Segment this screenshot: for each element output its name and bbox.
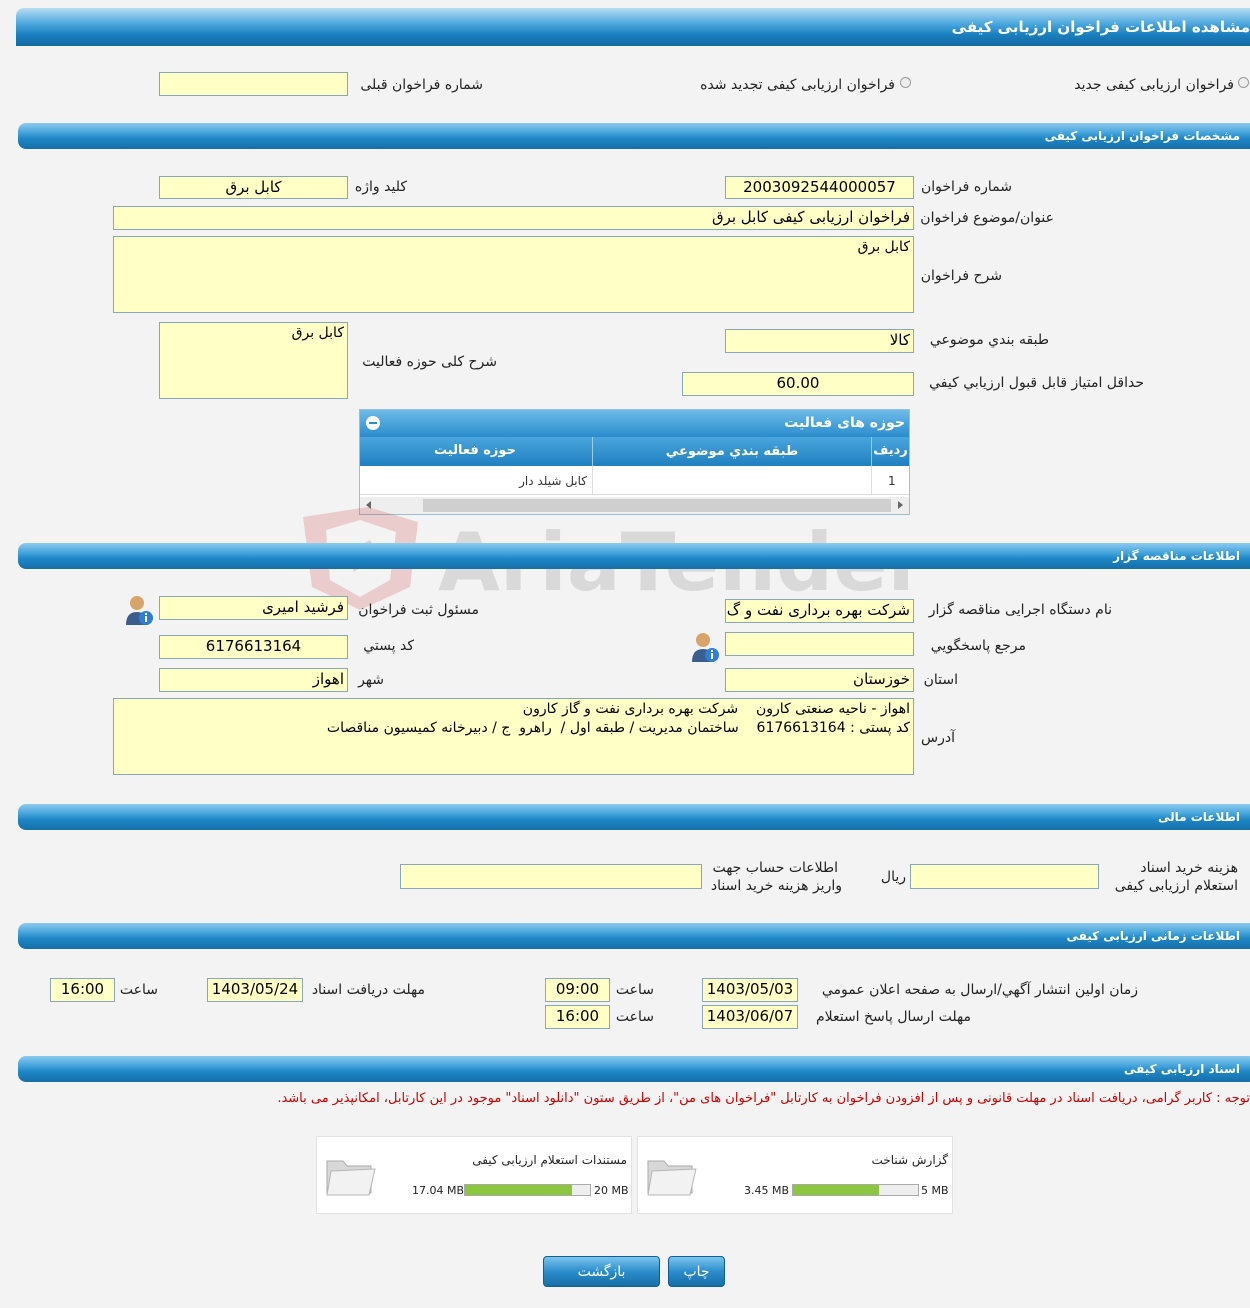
prev-number-field[interactable] — [159, 72, 348, 96]
activity-grid-columns — [360, 437, 909, 466]
province-label: استان — [923, 672, 958, 688]
city-field[interactable]: اهواز — [159, 668, 348, 692]
min-score-label: حداقل امتياز قابل قبول ارزيابي کيفي — [929, 375, 1144, 391]
folder-icon — [323, 1151, 377, 1199]
documents-header: اسناد ارزیابی کیفی — [18, 1056, 1250, 1082]
category-field[interactable]: کالا — [725, 329, 914, 353]
postal-label: کد پستي — [363, 638, 414, 654]
print-button[interactable]: چاپ — [668, 1256, 725, 1287]
reply-time-label: ساعت — [615, 1009, 654, 1025]
document-progress-fill — [465, 1185, 572, 1195]
financial-header: اطلاعات مالی — [18, 804, 1250, 830]
keyword-field[interactable]: کابل برق — [159, 176, 348, 199]
prev-number-label: شماره فراخوان قبلی — [360, 77, 483, 93]
fee-field[interactable] — [910, 864, 1099, 889]
cell-category — [592, 466, 872, 494]
collapse-icon[interactable] — [366, 416, 380, 430]
organizer-header: اطلاعات مناقصه گزار — [18, 543, 1250, 569]
document-total-size: 20 MB — [594, 1184, 629, 1197]
postal-field[interactable]: 6176613164 — [159, 635, 348, 659]
keyword-label: کلید واژه — [354, 179, 407, 195]
reference-info-icon[interactable] — [690, 631, 720, 663]
col-category[interactable]: طبقه بندي موضوعي — [592, 437, 872, 466]
number-label: شماره فراخوان — [921, 179, 1012, 195]
receive-time-field[interactable]: 16:00 — [50, 978, 115, 1002]
subject-label: عنوان/موضوع فراخوان — [920, 210, 1054, 226]
document-card[interactable] — [637, 1136, 953, 1214]
fee-label-2: استعلام ارزیابی کیفی — [1114, 878, 1238, 894]
subject-field[interactable]: فراخوان ارزیابی کیفی کابل برق — [113, 206, 914, 230]
radio-renewed-label: فراخوان ارزیابی کیفی تجدید شده — [700, 77, 895, 93]
cell-activity: کابل شیلد دار — [519, 474, 587, 488]
document-progress — [792, 1184, 919, 1196]
account-label-2: واریز هزینه خرید اسناد — [710, 878, 842, 894]
radio-new[interactable] — [1238, 77, 1249, 88]
description-label: شرح فراخوان — [920, 268, 1002, 284]
reply-time-field[interactable]: 16:00 — [545, 1005, 610, 1029]
document-total-size: 5 MB — [921, 1184, 949, 1197]
org-label: نام دستگاه اجرایی مناقصه گزار — [928, 602, 1112, 618]
receive-label: مهلت دریافت اسناد — [311, 982, 425, 998]
account-label-1: اطلاعات حساب جهت — [712, 860, 838, 876]
org-field[interactable]: شرکت بهره برداری نفت و گ — [725, 599, 914, 623]
radio-new-label: فراخوان ارزیابی کیفی جدید — [1074, 77, 1234, 93]
col-activity[interactable]: حوزه فعاليت — [434, 443, 516, 458]
timing-header: اطلاعات زمانی ارزیابی کیفی — [18, 923, 1250, 949]
cell-row: 1 — [888, 474, 896, 488]
table-row[interactable] — [360, 466, 909, 495]
fee-label-1: هزینه خرید اسناد — [1140, 860, 1238, 876]
reply-label: مهلت ارسال پاسخ استعلام — [815, 1009, 971, 1025]
page-title-bar — [16, 8, 1250, 46]
publish-label: زمان اولین انتشار آگهي/ارسال به صفحه اعلان عمومي — [821, 982, 1138, 998]
reference-label: مرجع پاسخگويي — [930, 638, 1026, 654]
publish-time-field[interactable]: 09:00 — [545, 978, 610, 1002]
number-field[interactable]: 2003092544000057 — [725, 176, 914, 199]
responsible-label: مسئول ثبت فراخوان — [358, 602, 479, 618]
col-row[interactable]: رديف — [873, 443, 908, 458]
document-used-size: 3.45 MB — [744, 1184, 790, 1197]
receive-date-field[interactable]: 1403/05/24 — [207, 978, 303, 1002]
user-info-icon[interactable] — [124, 594, 154, 626]
province-field[interactable]: خوزستان — [725, 668, 914, 692]
document-name: مستندات استعلام ارزیابی کیفی — [472, 1153, 627, 1167]
min-score-field[interactable]: 60.00 — [682, 372, 914, 396]
reply-date-field[interactable]: 1403/06/07 — [702, 1005, 798, 1029]
activity-grid-header: حوزه های فعالیت — [360, 410, 909, 437]
account-field[interactable] — [400, 864, 702, 889]
documents-notice: توجه : کاربر گرامی، دریافت اسناد در مهلت قانونی و پس از افزودن فراخوان به کارتابل "فراخوان های من"، از طریق ستون "دانلود اسناد" موجود در این کارتابل، امکانپذیر می باشد. — [277, 1091, 1250, 1106]
description-field[interactable]: کابل برق — [113, 236, 914, 313]
radio-renewed[interactable] — [900, 77, 911, 88]
document-card[interactable] — [316, 1136, 632, 1214]
receive-time-label: ساعت — [119, 982, 158, 998]
reference-field[interactable] — [725, 632, 914, 656]
document-progress — [464, 1184, 591, 1196]
activity-desc-label: شرح کلی حوزه فعالیت — [362, 354, 497, 370]
category-label: طبقه بندي موضوعي — [929, 332, 1049, 348]
document-name: گزارش شناخت — [871, 1153, 948, 1167]
publish-date-field[interactable]: 1403/05/03 — [702, 978, 798, 1002]
activity-grid — [359, 409, 910, 515]
city-label: شهر — [358, 672, 384, 688]
document-progress-fill — [793, 1185, 879, 1195]
activity-desc-field[interactable]: کابل برق — [159, 322, 348, 399]
folder-icon — [644, 1151, 698, 1199]
currency-label: ریال — [880, 869, 906, 885]
address-label: آدرس — [921, 730, 955, 746]
publish-time-label: ساعت — [615, 982, 654, 998]
specs-header: مشخصات فراخوان ارزیابی کیفی — [18, 123, 1250, 149]
back-button[interactable]: بازگشت — [543, 1256, 660, 1287]
page-title: مشاهده اطلاعات فراخوان ارزیابی کیفی — [951, 18, 1250, 36]
responsible-field[interactable]: فرشید امیری — [159, 596, 348, 620]
document-used-size: 17.04 MB — [412, 1184, 465, 1197]
address-field[interactable]: اهواز - ناحیه صنعتی کارون شرکت بهره برداری نفت و گاز کارون کد پستی : 6176613164 ساختمان مدیریت / طبقه اول / راهرو ج / دبیرخانه کمیسیون مناقصات — [113, 698, 914, 775]
